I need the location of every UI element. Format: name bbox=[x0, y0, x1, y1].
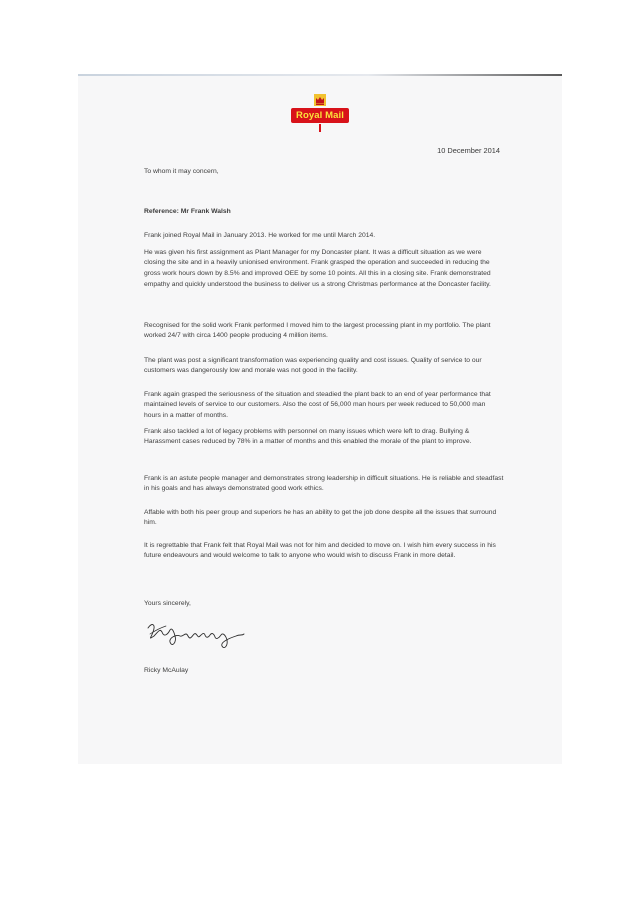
logo-brand-text: Royal Mail bbox=[296, 110, 344, 121]
royal-mail-logo bbox=[291, 93, 349, 127]
crown-icon bbox=[313, 93, 327, 107]
salutation: To whom it may concern, bbox=[144, 168, 219, 175]
paragraph-2: He was given his first assignment as Plant Manager for my Doncaster plant. It was a difficult situation as we were closing the site and in a heavily unionised environment. Frank grasped the operation and succeeded in reducing the gross work hours down by 8.5% and improved OEE by some 10 points. All this in a closing site. Frank demonstrated empathy and quickly understood the business to deliver us a strong Christmas performance at the Doncaster facility. bbox=[144, 248, 491, 288]
paragraph-3: Recognised for the solid work Frank performed I moved him to the largest processing plant in my portfolio. The plant worked 24/7 with circa 1400 people producing 4 million items. bbox=[144, 321, 491, 340]
paragraph-6: Frank also tackled a lot of legacy problems with personnel on many issues which were left to drag. Bullying & Harassment cases reduced by 78% in a matter of months and this enabled the morale of the plant to improve. bbox=[144, 427, 472, 446]
handwritten-signature bbox=[142, 614, 262, 654]
paragraph-1: Frank joined Royal Mail in January 2013. He worked for me until March 2014. bbox=[144, 231, 376, 239]
paragraph-9: It is regrettable that Frank felt that Royal Mail was not for him and decided to move on. I wish him every success in his future endeavours and would welcome to talk to anyone who would wish to discuss Frank in more detail. bbox=[144, 541, 496, 560]
scan-top-edge bbox=[78, 74, 562, 76]
scanned-letter bbox=[78, 74, 562, 764]
paragraph-8: Affable with both his peer group and superiors he has an ability to get the job done despite all the issues that surround him. bbox=[144, 508, 497, 527]
closing: Yours sincerely, bbox=[144, 600, 191, 607]
paragraph-4: The plant was post a significant transformation was experiencing quality and cost issues. Quality of service to our customers was dangerously low and morale was not good in the facility. bbox=[144, 356, 482, 375]
letter-date: 10 December 2014 bbox=[437, 146, 500, 155]
reference-line: Reference: Mr Frank Walsh bbox=[144, 208, 231, 215]
paragraph-5: Frank again grasped the seriousness of the situation and steadied the plant back to an end of year performance that maintained levels of service to our customers. Also the cost of 56,000 man hours per week reduced to 50,000 man hours in a matter of months. bbox=[144, 390, 491, 420]
logo-brand-box bbox=[291, 108, 349, 123]
signer-name: Ricky McAulay bbox=[144, 667, 189, 674]
paragraph-7: Frank is an astute people manager and demonstrates strong leadership in difficult situations. He is reliable and steadfast in his goals and has always demonstrated good work ethics. bbox=[144, 474, 504, 493]
logo-stem bbox=[319, 124, 321, 132]
